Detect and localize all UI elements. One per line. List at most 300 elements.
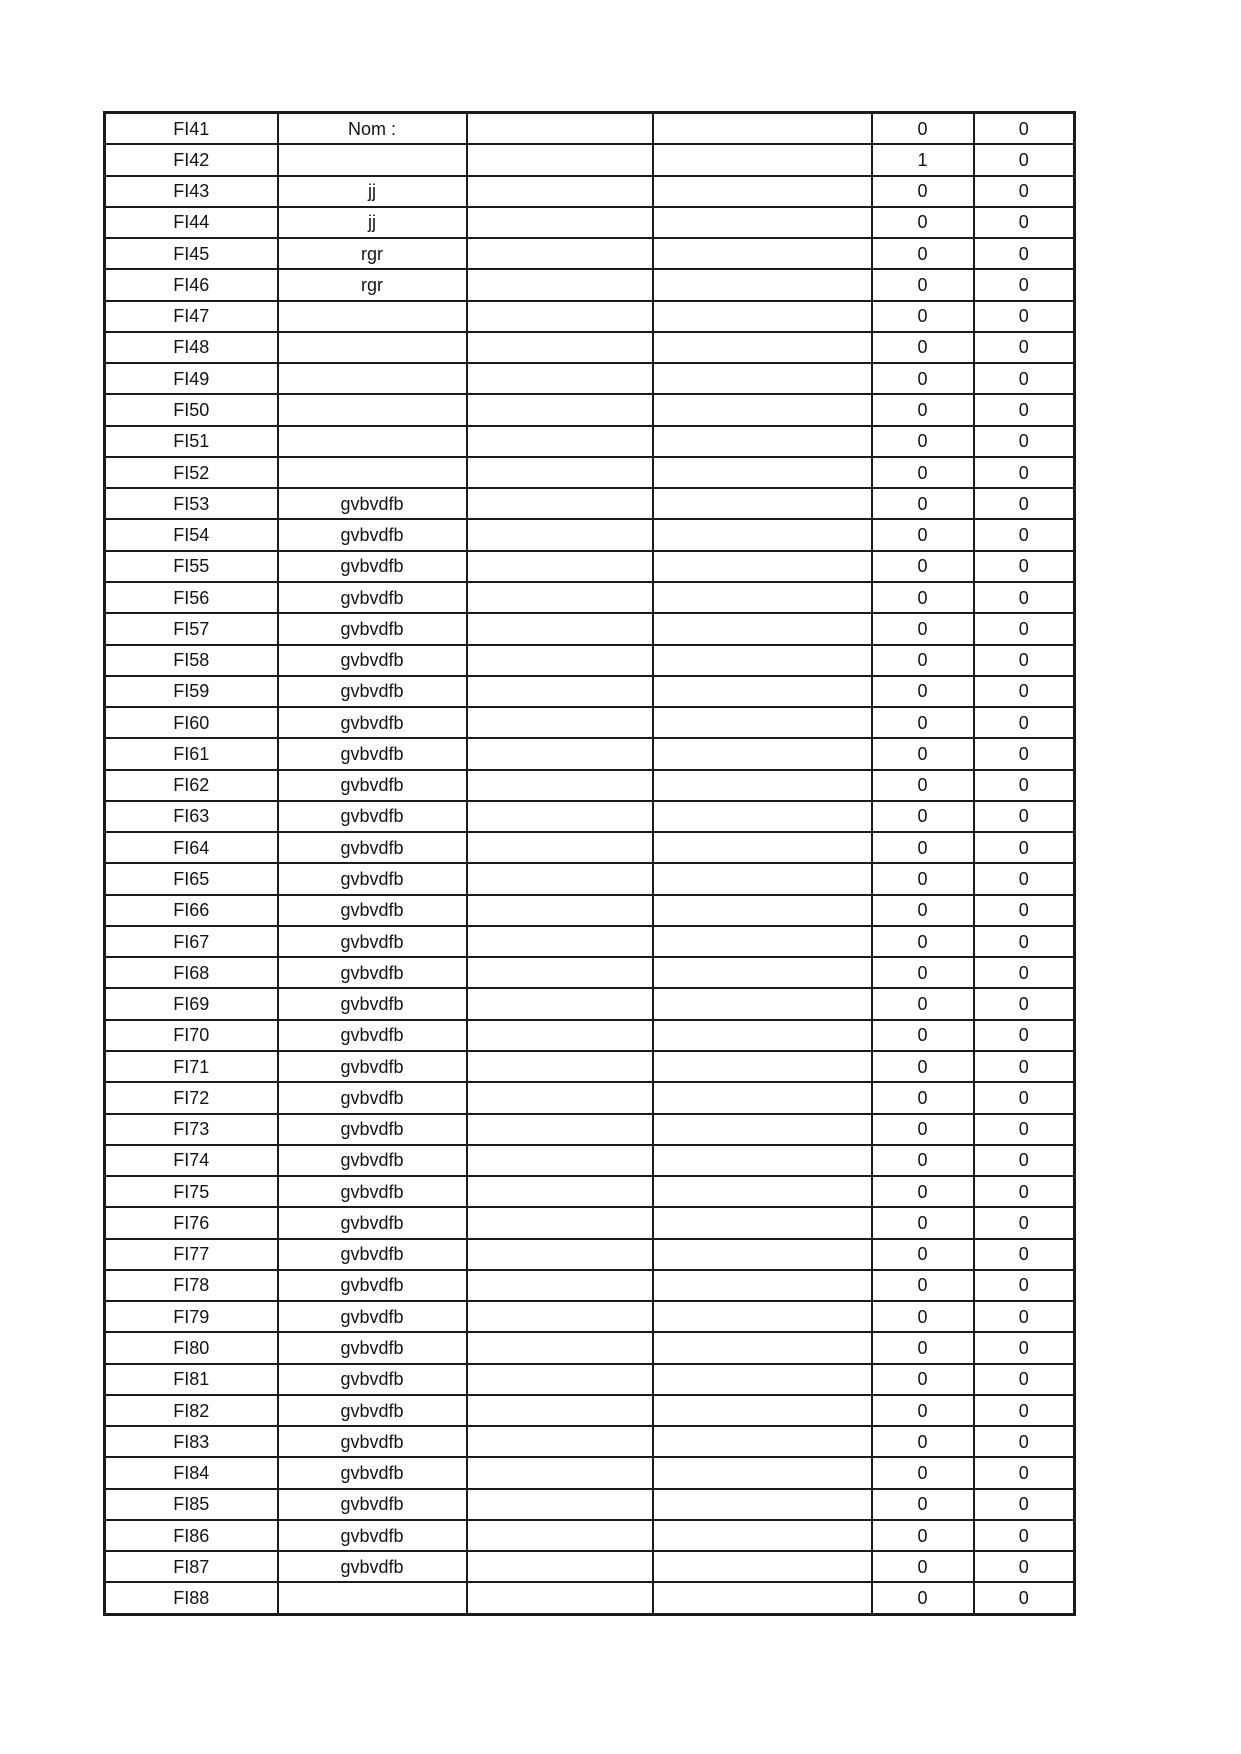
- cell-col3: [467, 144, 653, 175]
- cell-val2: 0: [974, 707, 1075, 738]
- table-row: [105, 519, 1075, 550]
- cell-col4: [653, 1020, 872, 1051]
- cell-name: gvbvdfb: [278, 957, 467, 988]
- cell-name: Nom :: [278, 113, 467, 145]
- cell-col3: [467, 1270, 653, 1301]
- cell-col3: [467, 457, 653, 488]
- cell-val1: 0: [872, 707, 974, 738]
- cell-val1: 0: [872, 1082, 974, 1113]
- cell-name: gvbvdfb: [278, 1395, 467, 1426]
- cell-name: jj: [278, 176, 467, 207]
- cell-val1: 0: [872, 1020, 974, 1051]
- cell-val1: 0: [872, 1114, 974, 1145]
- cell-val2: 0: [974, 988, 1075, 1019]
- cell-id: FI72: [105, 1082, 278, 1113]
- cell-col3: [467, 1582, 653, 1614]
- cell-val1: 0: [872, 176, 974, 207]
- cell-col4: [653, 1082, 872, 1113]
- cell-col3: [467, 332, 653, 363]
- cell-val2: 0: [974, 1582, 1075, 1614]
- cell-col3: [467, 207, 653, 238]
- table-row: [105, 582, 1075, 613]
- cell-val1: 0: [872, 426, 974, 457]
- cell-col3: [467, 1489, 653, 1520]
- cell-name: gvbvdfb: [278, 613, 467, 644]
- table-row: [105, 801, 1075, 832]
- cell-id: FI61: [105, 738, 278, 769]
- cell-col3: [467, 1520, 653, 1551]
- table-row: [105, 332, 1075, 363]
- cell-col3: [467, 957, 653, 988]
- cell-id: FI54: [105, 519, 278, 550]
- cell-val2: 0: [974, 801, 1075, 832]
- table-row: [105, 1082, 1075, 1113]
- cell-col3: [467, 1301, 653, 1332]
- cell-id: FI49: [105, 363, 278, 394]
- cell-col3: [467, 926, 653, 957]
- cell-col4: [653, 1489, 872, 1520]
- table-row: [105, 957, 1075, 988]
- cell-name: gvbvdfb: [278, 676, 467, 707]
- cell-col3: [467, 1176, 653, 1207]
- cell-val1: 0: [872, 551, 974, 582]
- cell-val1: 0: [872, 1426, 974, 1457]
- cell-val2: 0: [974, 770, 1075, 801]
- cell-id: FI45: [105, 238, 278, 269]
- cell-col3: [467, 519, 653, 550]
- cell-val1: 0: [872, 832, 974, 863]
- cell-col3: [467, 1332, 653, 1363]
- cell-col3: [467, 1051, 653, 1082]
- cell-val2: 0: [974, 738, 1075, 769]
- cell-val2: 0: [974, 363, 1075, 394]
- cell-val2: 0: [974, 1457, 1075, 1488]
- cell-col4: [653, 863, 872, 894]
- cell-col3: [467, 676, 653, 707]
- cell-val2: 0: [974, 394, 1075, 425]
- cell-col4: [653, 645, 872, 676]
- table-row: [105, 238, 1075, 269]
- cell-col3: [467, 1364, 653, 1395]
- cell-id: FI53: [105, 488, 278, 519]
- cell-val2: 0: [974, 1301, 1075, 1332]
- table-row: [105, 613, 1075, 644]
- table-row: [105, 1457, 1075, 1488]
- cell-id: FI42: [105, 144, 278, 175]
- cell-val1: 0: [872, 1145, 974, 1176]
- cell-name: gvbvdfb: [278, 1551, 467, 1582]
- table-row: [105, 1520, 1075, 1551]
- cell-val1: 0: [872, 988, 974, 1019]
- cell-id: FI65: [105, 863, 278, 894]
- cell-name: gvbvdfb: [278, 551, 467, 582]
- cell-val1: 0: [872, 863, 974, 894]
- cell-col3: [467, 801, 653, 832]
- table-row: [105, 488, 1075, 519]
- cell-name: gvbvdfb: [278, 488, 467, 519]
- cell-col4: [653, 457, 872, 488]
- table-row: [105, 926, 1075, 957]
- cell-name: jj: [278, 207, 467, 238]
- cell-col3: [467, 645, 653, 676]
- table-row: [105, 1489, 1075, 1520]
- cell-val2: 0: [974, 1551, 1075, 1582]
- cell-val1: 0: [872, 1332, 974, 1363]
- cell-val2: 0: [974, 488, 1075, 519]
- cell-val2: 0: [974, 1395, 1075, 1426]
- cell-val1: 0: [872, 926, 974, 957]
- table-row: [105, 363, 1075, 394]
- cell-val2: 0: [974, 1332, 1075, 1363]
- cell-col4: [653, 394, 872, 425]
- cell-col4: [653, 1051, 872, 1082]
- table-row: [105, 676, 1075, 707]
- cell-val2: 0: [974, 519, 1075, 550]
- cell-val1: 0: [872, 113, 974, 145]
- cell-id: FI64: [105, 832, 278, 863]
- cell-col3: [467, 113, 653, 145]
- cell-val1: 0: [872, 645, 974, 676]
- table-row: [105, 176, 1075, 207]
- cell-name: gvbvdfb: [278, 1426, 467, 1457]
- cell-col4: [653, 1520, 872, 1551]
- cell-id: FI81: [105, 1364, 278, 1395]
- cell-col4: [653, 1239, 872, 1270]
- cell-val1: 0: [872, 1395, 974, 1426]
- cell-col3: [467, 1207, 653, 1238]
- cell-id: FI43: [105, 176, 278, 207]
- cell-col4: [653, 1207, 872, 1238]
- cell-name: gvbvdfb: [278, 895, 467, 926]
- cell-val1: 0: [872, 1176, 974, 1207]
- cell-id: FI76: [105, 1207, 278, 1238]
- cell-name: gvbvdfb: [278, 801, 467, 832]
- cell-col4: [653, 363, 872, 394]
- cell-id: FI51: [105, 426, 278, 457]
- cell-name: gvbvdfb: [278, 988, 467, 1019]
- cell-val1: 0: [872, 301, 974, 332]
- cell-val1: 0: [872, 957, 974, 988]
- cell-col3: [467, 1426, 653, 1457]
- cell-val1: 0: [872, 488, 974, 519]
- cell-name: gvbvdfb: [278, 519, 467, 550]
- cell-name: [278, 426, 467, 457]
- cell-val2: 0: [974, 1020, 1075, 1051]
- cell-col3: [467, 1395, 653, 1426]
- cell-id: FI71: [105, 1051, 278, 1082]
- table-row: [105, 113, 1075, 145]
- table-row: [105, 645, 1075, 676]
- table-row: [105, 269, 1075, 300]
- cell-id: FI62: [105, 770, 278, 801]
- cell-name: [278, 394, 467, 425]
- cell-col3: [467, 1114, 653, 1145]
- cell-name: [278, 1582, 467, 1614]
- cell-col3: [467, 770, 653, 801]
- cell-col4: [653, 988, 872, 1019]
- cell-val2: 0: [974, 895, 1075, 926]
- cell-col4: [653, 1395, 872, 1426]
- cell-val1: 0: [872, 738, 974, 769]
- cell-val2: 0: [974, 176, 1075, 207]
- cell-col3: [467, 832, 653, 863]
- cell-id: FI77: [105, 1239, 278, 1270]
- cell-col4: [653, 488, 872, 519]
- cell-id: FI55: [105, 551, 278, 582]
- cell-val1: 0: [872, 1457, 974, 1488]
- table-row: [105, 832, 1075, 863]
- table-row: [105, 1270, 1075, 1301]
- cell-val1: 0: [872, 1051, 974, 1082]
- cell-id: FI68: [105, 957, 278, 988]
- table-row: [105, 144, 1075, 175]
- cell-name: gvbvdfb: [278, 1114, 467, 1145]
- cell-col3: [467, 707, 653, 738]
- cell-val2: 0: [974, 1145, 1075, 1176]
- cell-name: rgr: [278, 269, 467, 300]
- table-row: [105, 1145, 1075, 1176]
- cell-col4: [653, 801, 872, 832]
- table-row: [105, 1301, 1075, 1332]
- table-row: [105, 738, 1075, 769]
- cell-val1: 0: [872, 582, 974, 613]
- cell-val2: 0: [974, 144, 1075, 175]
- cell-col4: [653, 613, 872, 644]
- cell-col4: [653, 519, 872, 550]
- cell-val1: 0: [872, 801, 974, 832]
- table-row: [105, 1426, 1075, 1457]
- cell-col3: [467, 1239, 653, 1270]
- cell-col4: [653, 676, 872, 707]
- cell-col3: [467, 176, 653, 207]
- cell-name: gvbvdfb: [278, 1239, 467, 1270]
- cell-name: gvbvdfb: [278, 1364, 467, 1395]
- table-row: [105, 1395, 1075, 1426]
- cell-col3: [467, 394, 653, 425]
- cell-name: gvbvdfb: [278, 1457, 467, 1488]
- cell-id: FI48: [105, 332, 278, 363]
- table-row: [105, 1551, 1075, 1582]
- cell-col3: [467, 988, 653, 1019]
- cell-val1: 1: [872, 144, 974, 175]
- cell-name: [278, 363, 467, 394]
- cell-name: gvbvdfb: [278, 1020, 467, 1051]
- cell-col3: [467, 1145, 653, 1176]
- cell-id: FI69: [105, 988, 278, 1019]
- cell-id: FI44: [105, 207, 278, 238]
- cell-id: FI47: [105, 301, 278, 332]
- cell-val2: 0: [974, 1051, 1075, 1082]
- cell-id: FI85: [105, 1489, 278, 1520]
- cell-name: gvbvdfb: [278, 863, 467, 894]
- cell-val2: 0: [974, 426, 1075, 457]
- cell-col4: [653, 707, 872, 738]
- cell-col4: [653, 895, 872, 926]
- cell-val1: 0: [872, 1270, 974, 1301]
- table-row: [105, 551, 1075, 582]
- cell-val2: 0: [974, 926, 1075, 957]
- cell-val2: 0: [974, 113, 1075, 145]
- cell-col4: [653, 176, 872, 207]
- cell-id: FI74: [105, 1145, 278, 1176]
- cell-val1: 0: [872, 613, 974, 644]
- cell-name: gvbvdfb: [278, 1176, 467, 1207]
- cell-val1: 0: [872, 1207, 974, 1238]
- cell-val1: 0: [872, 394, 974, 425]
- cell-col4: [653, 1426, 872, 1457]
- cell-val2: 0: [974, 457, 1075, 488]
- cell-id: FI78: [105, 1270, 278, 1301]
- cell-val1: 0: [872, 457, 974, 488]
- cell-col4: [653, 1301, 872, 1332]
- cell-val1: 0: [872, 269, 974, 300]
- cell-name: rgr: [278, 238, 467, 269]
- cell-col3: [467, 895, 653, 926]
- cell-id: FI66: [105, 895, 278, 926]
- table-row: [105, 1239, 1075, 1270]
- data-grid: [103, 111, 1076, 1616]
- cell-val1: 0: [872, 1582, 974, 1614]
- cell-name: gvbvdfb: [278, 926, 467, 957]
- cell-col4: [653, 770, 872, 801]
- cell-col4: [653, 1270, 872, 1301]
- cell-val2: 0: [974, 1114, 1075, 1145]
- cell-col4: [653, 1176, 872, 1207]
- cell-id: FI41: [105, 113, 278, 145]
- cell-id: FI57: [105, 613, 278, 644]
- cell-val2: 0: [974, 1270, 1075, 1301]
- cell-val2: 0: [974, 832, 1075, 863]
- cell-name: gvbvdfb: [278, 707, 467, 738]
- cell-id: FI52: [105, 457, 278, 488]
- cell-name: [278, 332, 467, 363]
- cell-col4: [653, 1114, 872, 1145]
- cell-val2: 0: [974, 332, 1075, 363]
- cell-name: gvbvdfb: [278, 1145, 467, 1176]
- table-row: [105, 394, 1075, 425]
- cell-col3: [467, 363, 653, 394]
- cell-val1: 0: [872, 676, 974, 707]
- cell-col4: [653, 207, 872, 238]
- cell-col4: [653, 144, 872, 175]
- table-row: [105, 1207, 1075, 1238]
- cell-id: FI56: [105, 582, 278, 613]
- cell-val1: 0: [872, 332, 974, 363]
- table-row: [105, 1176, 1075, 1207]
- cell-name: gvbvdfb: [278, 1270, 467, 1301]
- cell-col4: [653, 738, 872, 769]
- cell-id: FI60: [105, 707, 278, 738]
- cell-col3: [467, 269, 653, 300]
- table-row: [105, 1020, 1075, 1051]
- cell-name: gvbvdfb: [278, 1520, 467, 1551]
- table-row: [105, 707, 1075, 738]
- cell-name: gvbvdfb: [278, 1332, 467, 1363]
- table-row: [105, 1051, 1075, 1082]
- cell-val1: 0: [872, 1489, 974, 1520]
- cell-val2: 0: [974, 582, 1075, 613]
- cell-name: [278, 457, 467, 488]
- cell-id: FI84: [105, 1457, 278, 1488]
- cell-val2: 0: [974, 1207, 1075, 1238]
- cell-val1: 0: [872, 238, 974, 269]
- table-row: [105, 1114, 1075, 1145]
- cell-id: FI82: [105, 1395, 278, 1426]
- cell-col3: [467, 582, 653, 613]
- cell-name: gvbvdfb: [278, 1082, 467, 1113]
- cell-val2: 0: [974, 1426, 1075, 1457]
- cell-val2: 0: [974, 269, 1075, 300]
- table-row: [105, 1332, 1075, 1363]
- cell-val1: 0: [872, 1551, 974, 1582]
- cell-id: FI87: [105, 1551, 278, 1582]
- cell-id: FI80: [105, 1332, 278, 1363]
- cell-id: FI70: [105, 1020, 278, 1051]
- cell-col3: [467, 1457, 653, 1488]
- cell-col4: [653, 1364, 872, 1395]
- cell-name: gvbvdfb: [278, 645, 467, 676]
- cell-val1: 0: [872, 1364, 974, 1395]
- cell-val2: 0: [974, 1520, 1075, 1551]
- cell-col3: [467, 1082, 653, 1113]
- cell-col4: [653, 551, 872, 582]
- cell-id: FI79: [105, 1301, 278, 1332]
- cell-val2: 0: [974, 957, 1075, 988]
- table-row: [105, 207, 1075, 238]
- cell-val2: 0: [974, 551, 1075, 582]
- table-row: [105, 895, 1075, 926]
- cell-col4: [653, 1551, 872, 1582]
- cell-id: FI50: [105, 394, 278, 425]
- cell-col4: [653, 1457, 872, 1488]
- cell-name: gvbvdfb: [278, 738, 467, 769]
- cell-id: FI73: [105, 1114, 278, 1145]
- cell-col4: [653, 269, 872, 300]
- cell-col4: [653, 957, 872, 988]
- cell-id: FI59: [105, 676, 278, 707]
- cell-id: FI75: [105, 1176, 278, 1207]
- table-row: [105, 770, 1075, 801]
- cell-name: gvbvdfb: [278, 1051, 467, 1082]
- cell-col3: [467, 1551, 653, 1582]
- cell-val2: 0: [974, 1489, 1075, 1520]
- cell-val2: 0: [974, 1239, 1075, 1270]
- cell-id: FI63: [105, 801, 278, 832]
- cell-col4: [653, 426, 872, 457]
- cell-val1: 0: [872, 519, 974, 550]
- cell-col3: [467, 738, 653, 769]
- cell-id: FI83: [105, 1426, 278, 1457]
- cell-val2: 0: [974, 1176, 1075, 1207]
- cell-col4: [653, 113, 872, 145]
- cell-col3: [467, 488, 653, 519]
- cell-col4: [653, 1582, 872, 1614]
- cell-col4: [653, 301, 872, 332]
- cell-name: [278, 144, 467, 175]
- cell-val2: 0: [974, 207, 1075, 238]
- cell-val2: 0: [974, 238, 1075, 269]
- table-row: [105, 1582, 1075, 1614]
- cell-col4: [653, 332, 872, 363]
- cell-name: gvbvdfb: [278, 1489, 467, 1520]
- cell-val1: 0: [872, 1520, 974, 1551]
- cell-col4: [653, 1145, 872, 1176]
- cell-val2: 0: [974, 613, 1075, 644]
- cell-col3: [467, 1020, 653, 1051]
- cell-name: gvbvdfb: [278, 1207, 467, 1238]
- table-row: [105, 457, 1075, 488]
- cell-col3: [467, 238, 653, 269]
